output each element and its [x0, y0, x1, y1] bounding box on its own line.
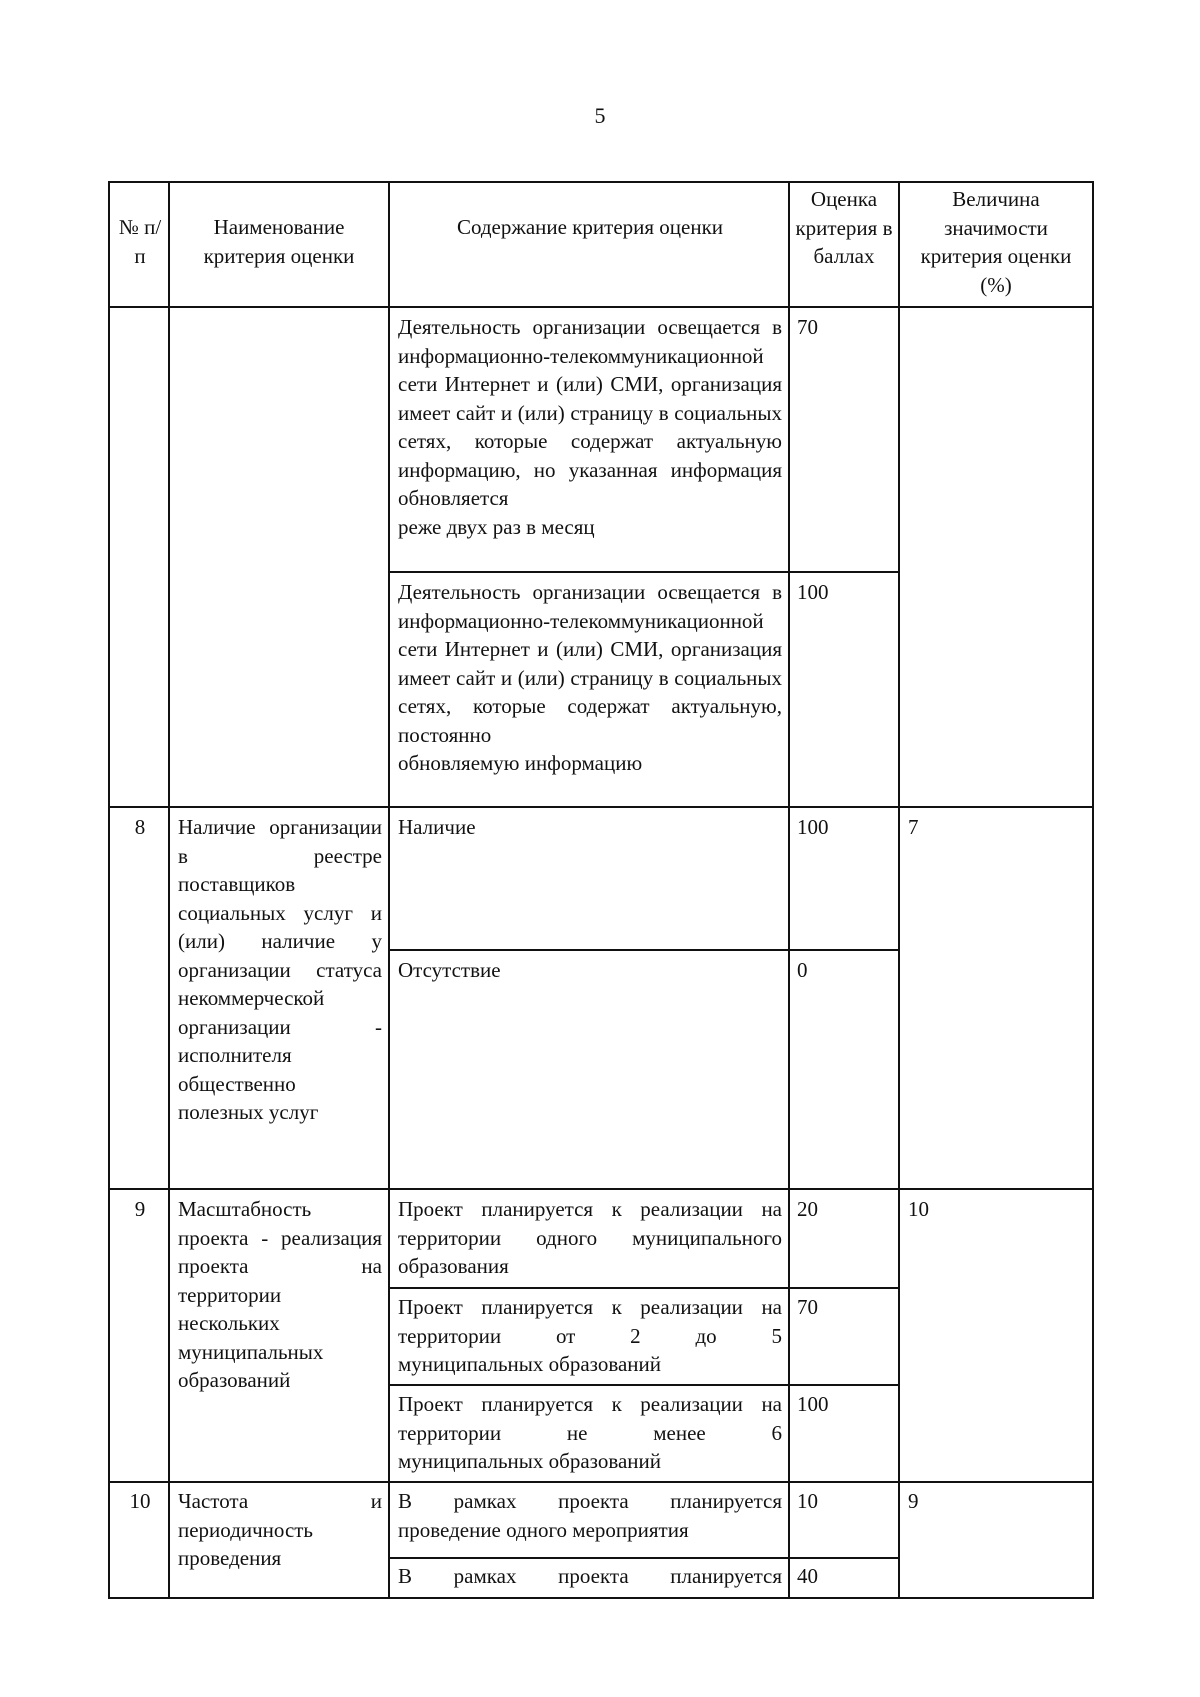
content-option-text: В рамках проекта планируется — [398, 1489, 782, 1513]
content-option — [398, 1195, 782, 1281]
score-value: 100 — [797, 815, 829, 839]
criteria-table — [108, 181, 1094, 1599]
content-option — [398, 313, 782, 541]
weight-value: 7 — [908, 815, 919, 839]
content-option — [398, 1390, 782, 1476]
row-divider — [108, 806, 1094, 808]
row-divider — [390, 1384, 898, 1386]
row-divider — [108, 1188, 1094, 1190]
criterion-name-text-last: полезных услуг — [178, 1100, 319, 1124]
content-option-text: Деятельность организации освещается в информационно-телекоммуникационной сети Интернет и (или) СМИ, организация имеет сайт и (или) страницу в социальных сетях, которые содержат актуальную информацию, но указанная информация обновляется — [398, 315, 782, 510]
row-divider — [390, 949, 898, 951]
table-border-right — [1092, 181, 1094, 1599]
score-value: 10 — [797, 1489, 818, 1513]
criterion-name — [178, 1195, 382, 1395]
score-value: 70 — [797, 315, 818, 339]
column-divider — [168, 181, 170, 1599]
criterion-name-text-last: проведения — [178, 1546, 282, 1570]
column-divider — [388, 181, 390, 1599]
content-option-text-last: реже двух раз в месяц — [398, 514, 595, 539]
header-content: Содержание критерия оценки — [456, 215, 724, 239]
criterion-name — [178, 1487, 382, 1573]
content-option-text: Деятельность организации освещается в информационно-телекоммуникационной сети Интернет и (или) СМИ, организация имеет сайт и (или) страницу в социальных сетях, которые содержат актуальную, постоянно — [398, 580, 782, 747]
table-border-top — [108, 181, 1094, 183]
row-number: 9 — [134, 1197, 146, 1221]
content-option-text: Проект планируется к реализации на территории от 2 до 5 — [398, 1295, 782, 1348]
content-option-text-last: проведение одного мероприятия — [398, 1517, 689, 1542]
row-divider — [390, 1557, 898, 1559]
score-value: 70 — [797, 1295, 818, 1319]
content-option — [398, 578, 782, 778]
content-option — [398, 1487, 782, 1544]
row-divider — [390, 571, 898, 573]
score-value: 100 — [797, 580, 829, 604]
weight-value: 10 — [908, 1197, 929, 1221]
header-bottom-line — [108, 306, 1094, 308]
table-border-left — [108, 181, 110, 1599]
header-score: Оценка критерия в баллах — [795, 187, 893, 268]
score-value: 20 — [797, 1197, 818, 1221]
content-option: В рамках проекта планируется — [398, 1564, 782, 1588]
content-option-text: Проект планируется к реализации на территории одного муниципального — [398, 1197, 782, 1250]
content-option-text-last: муниципальных образований — [398, 1449, 661, 1473]
score-value: 0 — [797, 958, 808, 982]
row-divider — [108, 1481, 1094, 1483]
content-option — [398, 1293, 782, 1379]
row-divider — [390, 1287, 898, 1289]
criterion-name-text: Частота и периодичность — [178, 1489, 382, 1542]
score-value: 100 — [797, 1392, 829, 1416]
row-number: 10 — [129, 1489, 151, 1513]
content-option: Наличие — [398, 815, 476, 839]
content-option-text-last: муниципальных образований — [398, 1352, 661, 1376]
header-name: Наименование критерия оценки — [203, 215, 355, 268]
score-value: 40 — [797, 1564, 818, 1588]
criterion-name-text: Масштабность проекта - реализация проекта на территории нескольких муниципальных — [178, 1197, 382, 1364]
criterion-name-text-last: образований — [178, 1368, 291, 1392]
table-border-bottom — [108, 1597, 1094, 1599]
content-option-text: Проект планируется к реализации на территории не менее 6 — [398, 1392, 782, 1445]
header-num: № п/п — [118, 215, 162, 268]
row-number: 8 — [134, 815, 146, 839]
column-divider — [788, 181, 790, 1599]
content-option-text-last: образования — [398, 1254, 509, 1278]
content-option-text-last: обновляемую информацию — [398, 751, 643, 775]
content-option: Отсутствие — [398, 958, 501, 982]
criterion-name-text: Наличие организации в реестре поставщиков социальных услуг и (или) наличие у организации статуса некоммерческой организации - исполнителя общественно — [178, 815, 382, 1096]
column-divider — [898, 181, 900, 1599]
weight-value: 9 — [908, 1489, 919, 1513]
criterion-name — [178, 813, 382, 1127]
page-number: 5 — [594, 103, 606, 128]
header-weight: Величина значимости критерия оценки (%) — [920, 187, 1072, 297]
